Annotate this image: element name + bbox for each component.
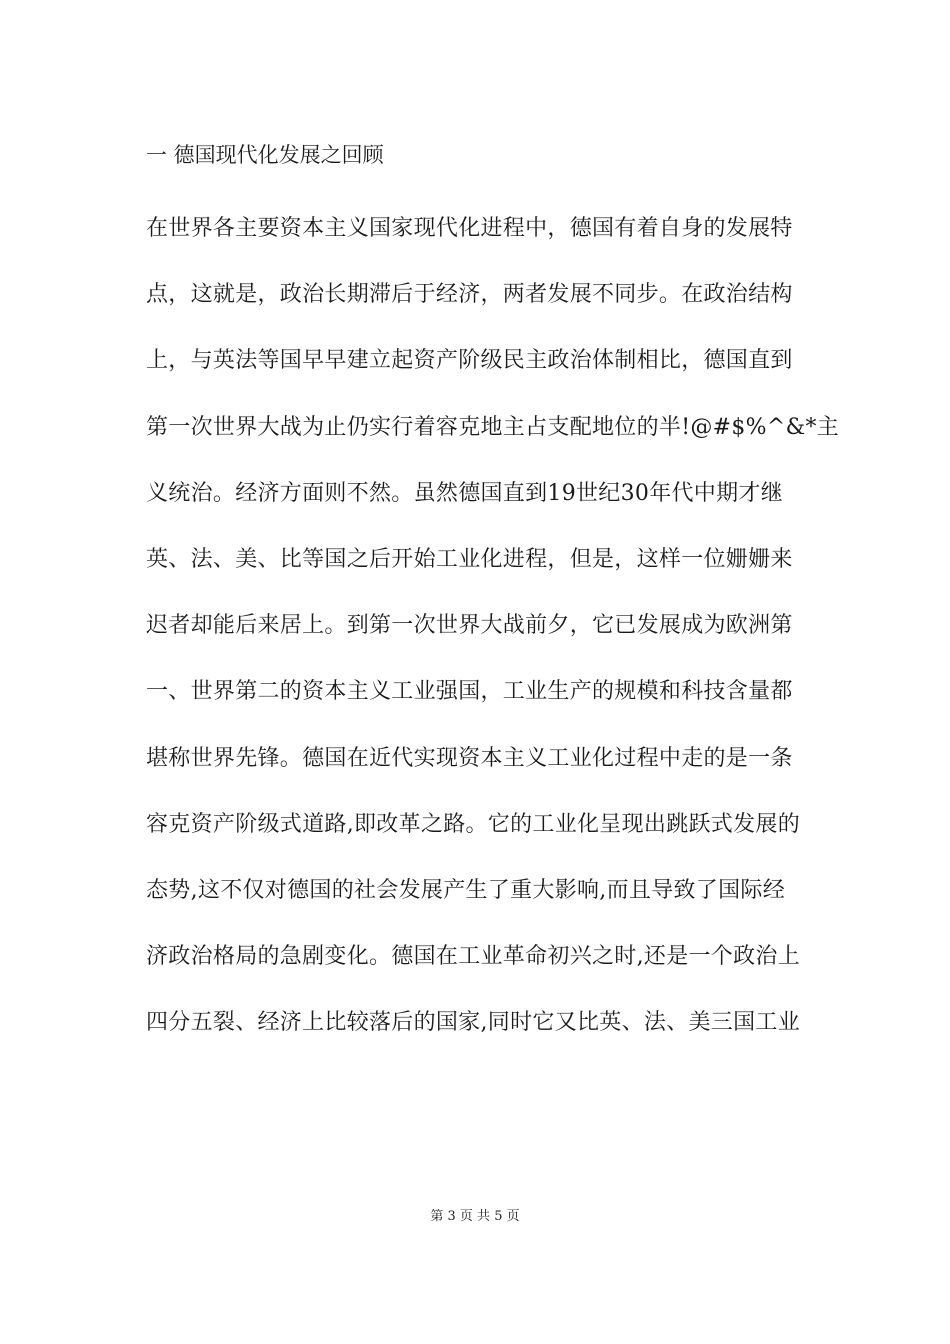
- text-line: 堪称世界先锋。德国在近代实现资本主义工业化过程中走的是一条: [146, 745, 793, 771]
- text-line: 容克资产阶级式道路,即改革之路。它的工业化呈现出跳跃式发展的: [146, 811, 800, 837]
- text-line: 第一次世界大战为止仍实行着容克地主占支配地位的半!@#$%^&*主: [146, 414, 840, 440]
- text-line: 济政治格局的急剧变化。德国在工业革命初兴之时,还是一个政治上: [146, 944, 800, 970]
- section-heading: 一 德国现代化发展之回顾: [146, 143, 384, 167]
- text-line: 义统治。经济方面则不然。虽然德国直到19世纪30年代中期才继: [146, 480, 783, 506]
- text-line: 态势,这不仅对德国的社会发展产生了重大影响,而且导致了国际经: [146, 877, 785, 903]
- body-text: [146, 212, 840, 1072]
- text-line: 四分五裂、经济上比较落后的国家,同时它又比英、法、美三国工业: [146, 1010, 800, 1036]
- text-line: 迟者却能后来居上。到第一次世界大战前夕，它已发展成为欧洲第: [146, 613, 793, 639]
- text-line: 上，与英法等国早早建立起资产阶级民主政治体制相比，德国直到: [146, 348, 793, 374]
- page-number-footer: 第 3 页 共 5 页: [430, 1209, 520, 1224]
- text-line: 点，这就是，政治长期滞后于经济，两者发展不同步。在政治结构: [146, 282, 793, 308]
- text-line: 一、世界第二的资本主义工业强国，工业生产的规模和科技含量都: [146, 679, 793, 705]
- text-line: 英、法、美、比等国之后开始工业化进程，但是，这样一位姗姗来: [146, 546, 793, 572]
- text-line: 在世界各主要资本主义国家现代化进程中，德国有着自身的发展特: [146, 216, 793, 241]
